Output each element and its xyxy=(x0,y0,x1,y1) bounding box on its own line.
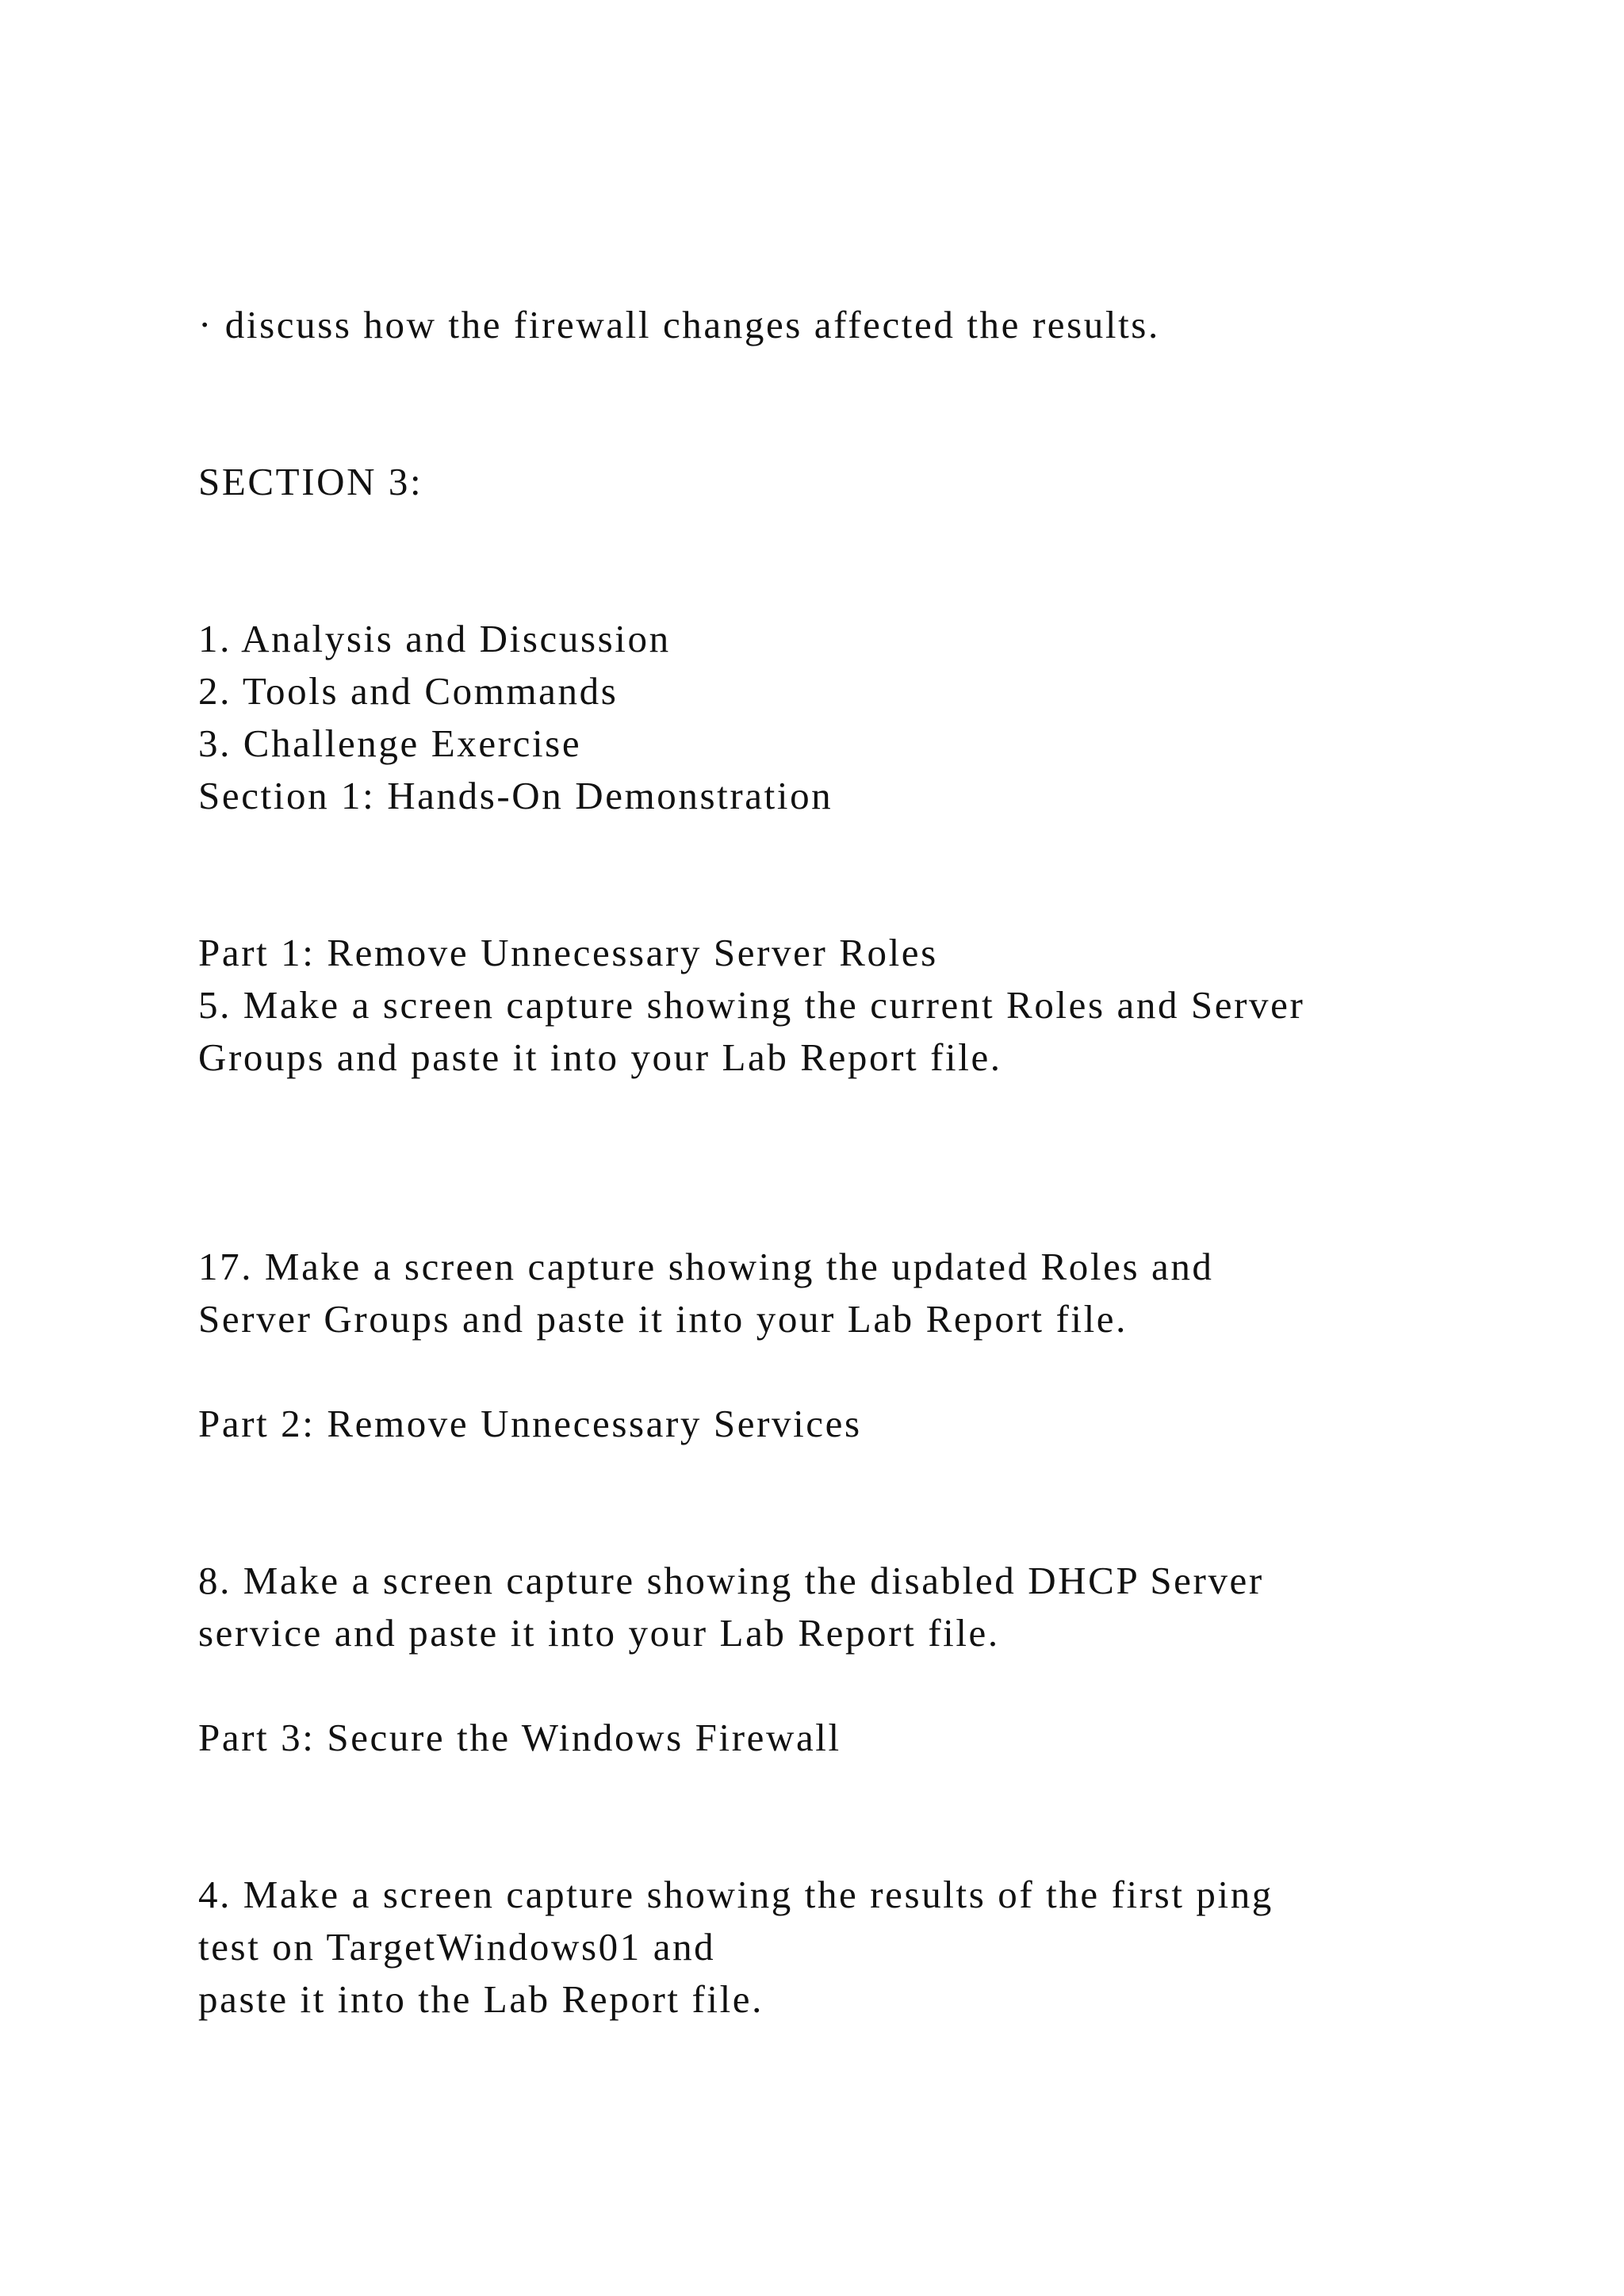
step-4-line-2: test on TargetWindows01 and xyxy=(198,1925,716,1969)
list-item-challenge: 3. Challenge Exercise xyxy=(198,721,582,765)
list-item-tools: 2. Tools and Commands xyxy=(198,669,619,713)
step-17-line-1: 17. Make a screen capture showing the updated Roles and xyxy=(198,1245,1214,1288)
section-3-heading: SECTION 3: xyxy=(198,460,423,503)
step-4-line-1: 4. Make a screen capture showing the results of the first ping xyxy=(198,1873,1274,1916)
step-5-line-1: 5. Make a screen capture showing the current Roles and Server xyxy=(198,983,1305,1027)
step-4-line-3: paste it into the Lab Report file. xyxy=(198,1977,764,2021)
section-1-heading: Section 1: Hands-On Demonstration xyxy=(198,774,833,817)
step-8-line-2: service and paste it into your Lab Report file. xyxy=(198,1611,1000,1655)
part-3-heading: Part 3: Secure the Windows Firewall xyxy=(198,1716,841,1759)
bullet-line: · discuss how the firewall changes affected the results. xyxy=(198,303,1160,346)
step-8-line-1: 8. Make a screen capture showing the disabled DHCP Server xyxy=(198,1559,1264,1602)
list-item-analysis: 1. Analysis and Discussion xyxy=(198,617,671,660)
part-1-heading: Part 1: Remove Unnecessary Server Roles xyxy=(198,931,938,974)
step-17-line-2: Server Groups and paste it into your Lab Report file. xyxy=(198,1297,1128,1341)
part-2-heading: Part 2: Remove Unnecessary Services xyxy=(198,1402,862,1445)
step-5-line-2: Groups and paste it into your Lab Report file. xyxy=(198,1035,1002,1079)
